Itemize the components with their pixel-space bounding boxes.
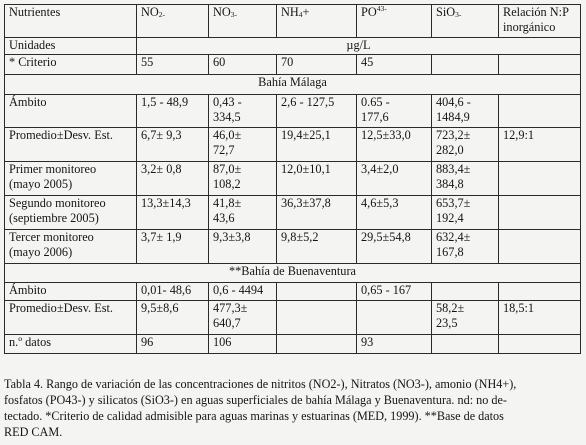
cell-no2: 6,7± 9,3 [137, 128, 209, 162]
criterio-no3: 60 [209, 55, 277, 75]
table-caption [4, 376, 582, 440]
cell-nh4: 2,6 - 127,5 [277, 95, 357, 128]
malaga-tercer-row [5, 230, 581, 264]
cell-no2: 3,2± 0,8 [137, 162, 209, 196]
cell-no2: 0,01- 48,6 [137, 283, 209, 301]
cell-po4: 12,5±33,0 [357, 128, 432, 162]
cell-sio3: 653,7± 192,4 [432, 196, 499, 230]
cell-no3: 106 [209, 335, 277, 354]
nutrient-table [4, 4, 581, 354]
cell-nh4: 12,0±10,1 [277, 162, 357, 196]
row-label: n.º datos [5, 335, 137, 354]
cell-no3: 41,8± 43,6 [209, 196, 277, 230]
units-label: Unidades [5, 38, 137, 55]
row-label: Promedio±Desv. Est. [5, 301, 137, 335]
cell-no3: 9,3±3,8 [209, 230, 277, 264]
criterio-nh4: 70 [277, 55, 357, 75]
header-no3: NO3- [209, 5, 277, 38]
criterio-no2: 55 [137, 55, 209, 75]
cell-po4: 3,4±2,0 [357, 162, 432, 196]
cell-no2: 96 [137, 335, 209, 354]
buenaventura-title: **Bahía de Buenaventura [5, 264, 581, 283]
cell-sio3: 723,2± 282,0 [432, 128, 499, 162]
cell-nh4: 9,8±5,2 [277, 230, 357, 264]
header-no2: NO2- [137, 5, 209, 38]
header-po4: $PO^{43-}$ [357, 5, 432, 38]
cell-nh4: 19,4±25,1 [277, 128, 357, 162]
row-label: Ámbito [5, 95, 137, 128]
cell-sio3: 883,4± 384,8 [432, 162, 499, 196]
caption-line-4: RED CAM. [4, 425, 63, 439]
row-label: Segundo monitoreo (septiembre 2005) [5, 196, 137, 230]
header-sio3: SiO3- [432, 5, 499, 38]
header-nh4: NH4+ [277, 5, 357, 38]
buenaventura-promedio-row [5, 301, 581, 335]
section-title-malaga [5, 75, 581, 95]
cell-nh4: 36,3±37,8 [277, 196, 357, 230]
malaga-title: Bahía Málaga [5, 75, 581, 95]
cell-sio3: 58,2± 23,5 [432, 301, 499, 335]
units-value: µg/L [137, 38, 581, 55]
row-label: Ámbito [5, 283, 137, 301]
cell-sio3: 632,4± 167,8 [432, 230, 499, 264]
cell-no3: 87,0± 108,2 [209, 162, 277, 196]
cell-po4: 29,5±54,8 [357, 230, 432, 264]
malaga-segundo-row [5, 196, 581, 230]
buenaventura-ndatos-row [5, 335, 581, 354]
caption-line-1: Tabla 4. Rango de variación de las concentraciones de nitritos (NO2-), Nitratos (NO3-), amonio (NH4+), [4, 377, 517, 391]
cell-no3: 477,3± 640,7 [209, 301, 277, 335]
cell-po4: 4,6±5,3 [357, 196, 432, 230]
cell-np: 18,5:1 [499, 301, 581, 335]
cell-no3: 0,43 - 334,5 [209, 95, 277, 128]
row-label: Primer monitoreo (mayo 2005) [5, 162, 137, 196]
header-np-ratio: Relación N:P inorgánico [499, 5, 581, 38]
header-nutrientes: Nutrientes [5, 5, 137, 38]
malaga-promedio-row [5, 128, 581, 162]
row-label: Tercer monitoreo (mayo 2006) [5, 230, 137, 264]
criterio-label: * Criterio [5, 55, 137, 75]
caption-line-2: fosfatos (PO43-) y silicatos (SiO3-) en aguas superficiales de bahía Málaga y Buenaventura. nd: no de- [4, 393, 507, 407]
cell-po4: 93 [357, 335, 432, 354]
criterio-po4: 45 [357, 55, 432, 75]
cell-no2: 13,3±14,3 [137, 196, 209, 230]
header-row [5, 5, 581, 38]
buenaventura-ambito-row [5, 283, 581, 301]
cell-no2: 3,7± 1,9 [137, 230, 209, 264]
cell-sio3: 404,6 - 1484,9 [432, 95, 499, 128]
cell-no2: 9,5±8,6 [137, 301, 209, 335]
cell-no3: 46,0± 72,7 [209, 128, 277, 162]
row-label: Promedio±Desv. Est. [5, 128, 137, 162]
criterio-row [5, 55, 581, 75]
cell-no3: 0,6 - 4494 [209, 283, 277, 301]
cell-po4: 0,65 - 167 [357, 283, 432, 301]
malaga-ambito-row [5, 95, 581, 128]
section-title-buenaventura [5, 264, 581, 283]
malaga-primer-row [5, 162, 581, 196]
cell-no2: 1,5 - 48,9 [137, 95, 209, 128]
cell-np: 12,9:1 [499, 128, 581, 162]
units-row [5, 38, 581, 55]
caption-line-3: tectado. *Criterio de calidad admisible para aguas marinas y estuarinas (MED, 1999). **Base de datos [4, 409, 504, 423]
cell-po4: 0.65 - 177,6 [357, 95, 432, 128]
